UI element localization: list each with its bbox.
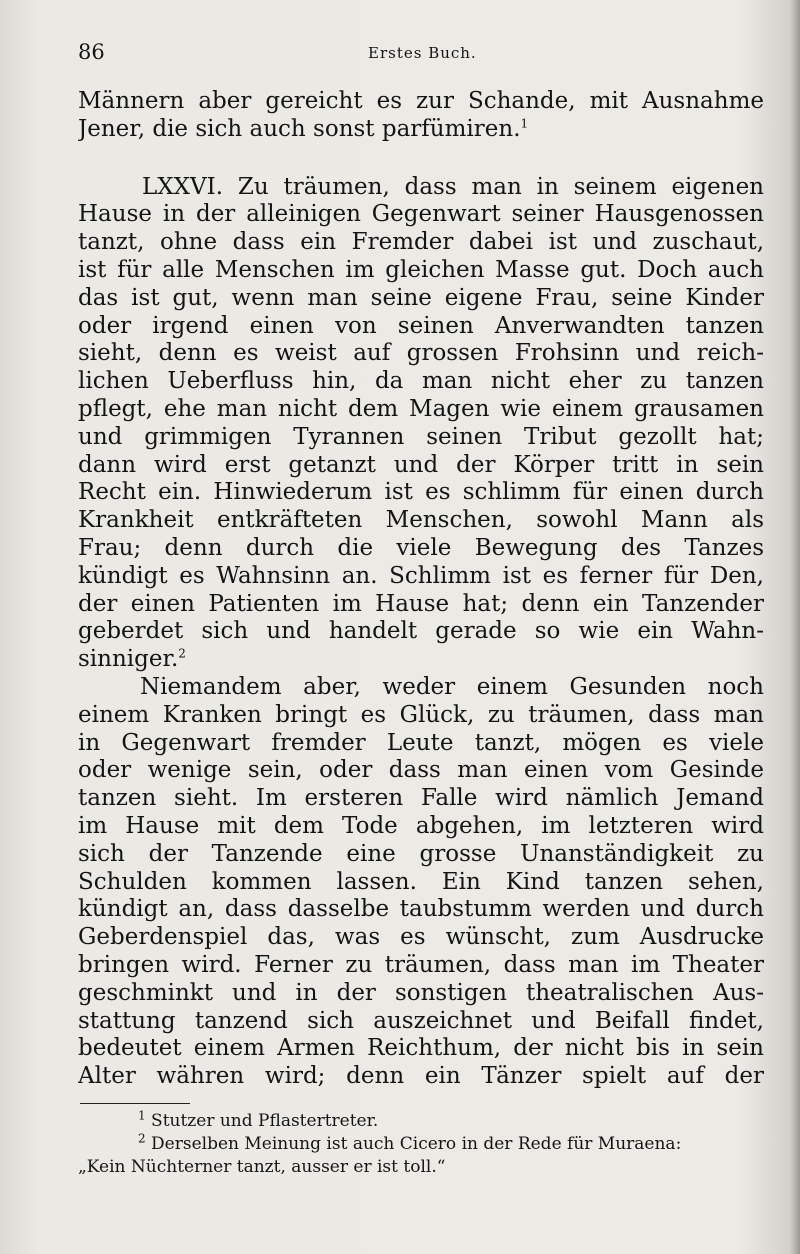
text-line: Frau; denn durch die viele Bewegung des Tanzes — [78, 534, 764, 561]
text-line: im Hause mit dem Tode abgehen, im letzteren wird — [78, 812, 764, 839]
text-line: tanzt, ohne dass ein Fremder dabei ist und zuschaut, — [78, 229, 764, 256]
footnote-marker: 2 — [138, 1133, 146, 1146]
text-line: bringen wird. Ferner zu träumen, dass man im Theater — [78, 951, 764, 978]
text-line: kündigt an, dass dasselbe taubstumm werden und durch — [78, 896, 764, 923]
text-line — [78, 116, 764, 144]
text-line: Hause in der alleinigen Gegenwart seiner Hausgenossen — [78, 201, 764, 228]
footnote-2 — [78, 1133, 764, 1156]
text-line: lichen Ueberfluss hin, da man nicht eher zu tanzen — [78, 368, 764, 395]
text-line: der einen Patienten im Hause hat; denn ein Tanzender — [78, 590, 764, 617]
footnote-divider — [80, 1103, 190, 1104]
text-line: sieht, denn es weist auf grossen Frohsinn und reich- — [78, 340, 764, 367]
footnote-1 — [78, 1110, 764, 1133]
section-start-line: LXXVI. Zu träumen, dass man in seinem eigenen — [142, 173, 764, 200]
footnote-ref: 2 — [178, 646, 186, 661]
text-line: tanzen sieht. Im ersteren Falle wird nämlich Jemand — [78, 785, 764, 812]
text-line: bedeutet einem Armen Reichthum, der nicht bis in sein — [78, 1035, 764, 1062]
text-line: dann wird erst getanzt und der Körper tritt in sein — [78, 451, 764, 478]
text-line: Alter währen wird; denn ein Tänzer spielt auf der — [78, 1063, 764, 1090]
text-line — [78, 646, 764, 674]
text-line: stattung tanzend sich auszeichnet und Beifall findet, — [78, 1007, 764, 1034]
text-line: pflegt, ehe man nicht dem Magen wie einem grausamen — [78, 395, 764, 422]
paragraph-gap — [78, 144, 764, 174]
footnote-text: Stutzer und Pflastertreter. — [151, 1111, 379, 1131]
text-line: und grimmigen Tyrannen seinen Tribut gezollt hat; — [78, 423, 764, 450]
text-line: das ist gut, wenn man seine eigene Frau, seine Kinder — [78, 284, 764, 311]
text-line: oder irgend einen von seinen Anverwandten tanzen — [78, 312, 764, 339]
text-line: oder wenige sein, oder dass man einen vom Gesinde — [78, 757, 764, 784]
text-line: geschminkt und in der sonstigen theatralischen Aus- — [78, 979, 764, 1006]
text-line: sich der Tanzende eine grosse Unanständigkeit zu — [78, 840, 764, 867]
footnotes — [78, 1110, 764, 1179]
running-title: Erstes Buch. — [368, 44, 477, 62]
text-line-content: Jener, die sich auch sonst parfümiren. — [78, 115, 521, 142]
footnote-marker: 1 — [138, 1110, 146, 1123]
text-line: Geberdenspiel das, was es wünscht, zum Ausdrucke — [78, 924, 764, 951]
text-line: Schulden kommen lassen. Ein Kind tanzen sehen, — [78, 868, 764, 895]
text-line: ist für alle Menschen im gleichen Masse gut. Doch auch — [78, 256, 764, 283]
text-line: Recht ein. Hinwiederum ist es schlimm für einen durch — [78, 479, 764, 506]
text-line: einem Kranken bringt es Glück, zu träumen, dass man — [78, 701, 764, 728]
footnote-text: Derselben Meinung ist auch Cicero in der Rede für Muraena: — [151, 1134, 682, 1154]
footnote-ref: 1 — [520, 116, 529, 131]
text-line: in Gegenwart fremder Leute tanzt, mögen es viele — [78, 729, 764, 756]
running-head — [78, 36, 758, 70]
text-line: Krankheit entkräfteten Menschen, sowohl Mann als — [78, 507, 764, 534]
text-line-content: sinniger. — [78, 646, 179, 673]
text-line: geberdet sich und handelt gerade so wie ein Wahn- — [78, 618, 764, 645]
body-text — [78, 88, 764, 1091]
page-number: 86 — [78, 40, 105, 64]
paragraph-start-line: Niemandem aber, weder einem Gesunden noch — [140, 673, 764, 700]
text-line: kündigt es Wahnsinn an. Schlimm ist es ferner für Den, — [78, 562, 764, 589]
footnote-2-continuation: „Kein Nüchterner tanzt, ausser er ist toll.“ — [78, 1157, 446, 1177]
text-line: Männern aber gereicht es zur Schande, mit Ausnahme — [78, 88, 764, 114]
